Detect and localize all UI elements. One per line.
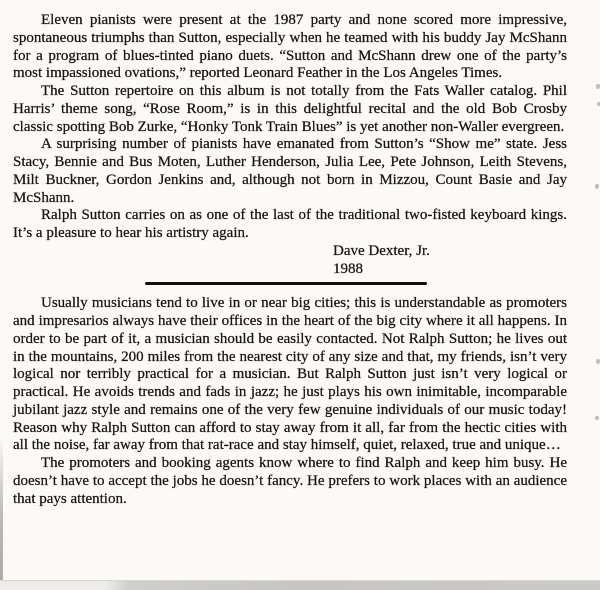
scan-bottom-edge bbox=[0, 580, 600, 590]
scan-left-edge-shadow bbox=[0, 438, 3, 580]
scan-speck bbox=[596, 84, 600, 89]
paragraph-repertoire: The Sutton repertoire on this album is not totally from the Fats Waller catalog. Phil Harris’ theme song, “Rose Room,” is in this delightful recital and the old Bob Crosby classic spotting Bob Zurke, “Honky Tonk Train Blues” is yet another non-Waller evergreen. bbox=[13, 83, 567, 135]
byline-year: 1988 bbox=[333, 260, 363, 277]
paragraph-keyboard-kings: Ralph Sutton carries on as one of the last of the traditional two-fisted keyboard kings. It’s a pleasure to hear his artistry again. bbox=[13, 207, 567, 241]
byline-author: Dave Dexter, Jr. bbox=[333, 242, 430, 259]
paragraph-mountains: Usually musicians tend to live in or near big cities; this is understandable as promoters and impresarios always have their offices in the heart of the big city where it all happens. In order to be part of it, a musician should be easily contacted. Not Ralph Sutton; he lives out in the mountains, 200 miles from the nearest city of any size and that, my friends, isn’t very logical nor terribly practical for a musician. But Ralph Sutton just isn’t very logical or practical. He avoids trends and fads in jazz; he just plays his own inimitable, incomparable jubilant jazz style and remains one of the very few genuine individuals of our music today! Reason why Ralph Sutton can afford to stay away from it all, far from the hectic cities with all the noise, far away from that rat-race and stay himself, quiet, relaxed, true and unique… bbox=[13, 295, 567, 454]
byline bbox=[333, 243, 567, 279]
paragraph-1987-party: Eleven pianists were present at the 1987 party and none scored more impressive, spontaneous triumphs than Sutton, especially when he teamed with his buddy Jay McShann for a program of blues-tinted piano duets. “Sutton and McShann drew one of the party’s most impassioned ovations,” reported Leonard Feather in the Los Angeles Times. bbox=[13, 12, 567, 82]
scan-speck bbox=[596, 359, 600, 364]
scan-speck bbox=[595, 184, 599, 189]
scan-speck bbox=[595, 416, 599, 420]
liner-notes-text bbox=[13, 12, 567, 508]
paragraph-missouri-pianists: A surprising number of pianists have emanated from Sutton’s “Show me” state. Jess Stacy, Bennie and Bus Moten, Luther Henderson, Julia Lee, Pete Johnson, Leith Stevens, Milt Buckner, Gordon Jenkins and, although not born in Mizzou, Count Basie and Jay McShann. bbox=[13, 136, 567, 206]
paragraph-booking-agents: The promoters and booking agents know where to find Ralph and keep him busy. He doesn’t have to accept the jobs he doesn’t fancy. He prefers to work places with an audience that pays attention. bbox=[13, 455, 567, 507]
section-divider-rule bbox=[145, 282, 427, 285]
